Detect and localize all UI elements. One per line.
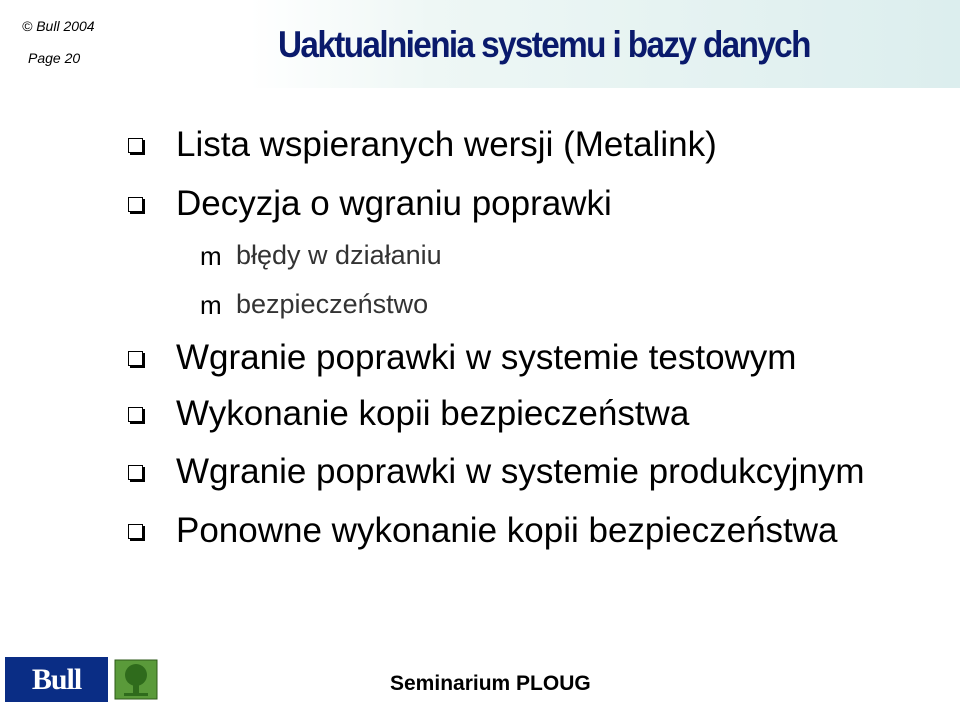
bullet-text: Ponowne wykonanie kopii bezpieczeństwa	[176, 511, 838, 550]
bullet-item	[128, 452, 865, 492]
bullet-text: Lista wspieranych wersji (Metalink)	[176, 125, 717, 164]
sub-bullet-text: bezpieczeństwo	[236, 289, 429, 319]
bullet-text: Wykonanie kopii bezpieczeństwa	[176, 394, 690, 433]
event-label: Seminarium PLOUG	[390, 672, 591, 695]
checkbox-bullet-icon	[128, 407, 143, 422]
bullet-item	[128, 511, 838, 551]
bull-logo	[5, 657, 108, 702]
bull-logo-text: Bull	[31, 662, 82, 696]
checkbox-bullet-icon	[128, 465, 143, 480]
sub-bullet-item	[200, 240, 442, 271]
checkbox-bullet-icon	[128, 197, 143, 212]
sub-bullet-text: błędy w działaniu	[236, 240, 442, 270]
checkbox-bullet-icon	[128, 524, 143, 539]
bullet-text: Wgranie poprawki w systemie produkcyjnym	[176, 452, 865, 491]
copyright-label: © Bull 2004	[22, 18, 95, 34]
sub-bullet-icon: m	[200, 240, 222, 271]
bullet-item	[128, 394, 689, 434]
bullet-item	[128, 125, 717, 165]
page-number: Page 20	[28, 50, 81, 66]
sub-bullet-item	[200, 289, 428, 320]
sub-bullet-icon: m	[200, 289, 222, 320]
bullet-item	[128, 338, 796, 378]
bullet-text: Wgranie poprawki w systemie testowym	[176, 338, 797, 377]
bullet-text: Decyzja o wgraniu poprawki	[176, 184, 612, 223]
bullet-item	[128, 184, 612, 224]
checkbox-bullet-icon	[128, 138, 143, 153]
slide-title: Uaktualnienia systemu i bazy danych	[278, 24, 810, 65]
checkbox-bullet-icon	[128, 351, 143, 366]
tree-emblem-icon	[112, 657, 160, 702]
